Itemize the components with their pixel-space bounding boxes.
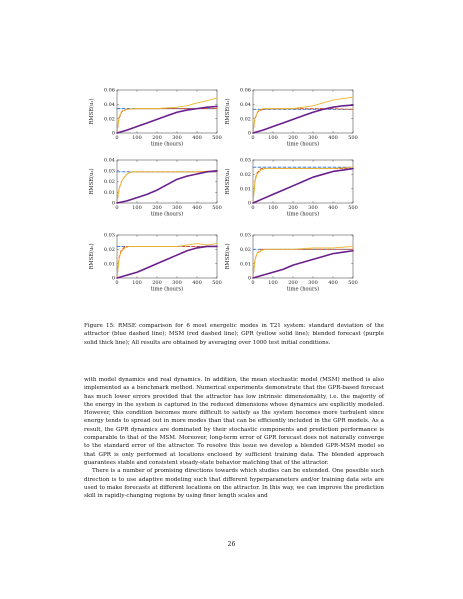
paragraph-1: with model dynamics and real dynamics. In addition, the mean stochastic model (MSM) method is also implemented as a benchmark method. Numerical experiments demonstrate that the GPR-based forecast has much lower errors provided that the attractor has low intrinsic dimensionality, i.e. the majority of the energy in the system is captured in the reduced dimensions whose dynamics are explicitly modeled. However, this condition becomes more difficult to satisfy as the system becomes more turbulent since energy tends to spread out in more modes than that can be efficiently included in the GPR models. As a result, the GPR dynamics are dominated by their stochastic components and prediction performance is comparable to that of the MSM. Moreover, long-term error of GPR forecast does not naturally converge to the standard error of the attractor. To resolve this issue we develop a blended GPR-MSM model so that GPR is only performed at locations enclosed by sufficient training data. The blended approach guarantees stable and consistent steady-state behavior matching that of the attractor. (84, 377, 384, 466)
y-tick-label: 0.02 (103, 179, 115, 186)
plot-area (224, 88, 358, 148)
y-tick-label: 0.01 (103, 261, 115, 268)
rmse-plot-4 (219, 154, 363, 227)
y-axis-label: RMSE(u₆) (225, 243, 231, 270)
y-tick-label: 0.02 (239, 172, 251, 179)
blended-line (253, 251, 353, 278)
msm-line (117, 172, 217, 203)
rmse-panel-2 (219, 84, 363, 157)
y-tick-label: 0.04 (103, 102, 115, 109)
blended-line (253, 169, 353, 203)
x-axis-label: time (hours) (150, 141, 184, 148)
rmse-panel-3 (83, 154, 227, 227)
x-tick-label: 300 (308, 135, 318, 142)
x-tick-label: 100 (132, 135, 142, 142)
y-tick-label: 0.03 (103, 232, 115, 239)
x-tick-label: 200 (152, 205, 162, 212)
y-tick-label: 0 (111, 200, 115, 207)
y-tick-label: 0.01 (103, 189, 115, 196)
x-axis-label: time (hours) (150, 286, 184, 293)
blended-line (117, 106, 217, 133)
msm-line (253, 169, 353, 203)
x-tick-label: 500 (348, 280, 358, 287)
axes-frame (117, 90, 217, 133)
blended-line (117, 246, 217, 278)
gpr-line (117, 171, 217, 203)
x-tick-label: 200 (152, 280, 162, 287)
x-tick-label: 0 (251, 135, 255, 142)
gpr-line (253, 167, 353, 203)
body-text (84, 376, 384, 500)
y-tick-label: 0.02 (103, 116, 115, 123)
x-tick-label: 400 (328, 205, 338, 212)
y-tick-label: 0.02 (239, 116, 251, 123)
y-tick-label: 0.04 (103, 157, 115, 164)
plot-area (88, 88, 222, 148)
x-tick-label: 0 (115, 280, 119, 287)
y-tick-label: 0 (247, 275, 251, 282)
x-tick-label: 0 (115, 135, 119, 142)
y-tick-label: 0 (111, 275, 115, 282)
plot-area (88, 233, 222, 293)
y-tick-label: 0.06 (103, 87, 115, 94)
x-tick-label: 200 (288, 205, 298, 212)
y-tick-label: 0.01 (239, 186, 251, 193)
x-tick-label: 500 (212, 205, 222, 212)
msm-line (117, 109, 217, 133)
y-tick-label: 0.01 (239, 261, 251, 268)
x-tick-label: 500 (348, 205, 358, 212)
x-tick-label: 400 (192, 280, 202, 287)
x-tick-label: 100 (132, 280, 142, 287)
page-number: 26 (227, 541, 236, 548)
y-axis-label: RMSE(u₄) (225, 168, 231, 195)
x-tick-label: 200 (288, 135, 298, 142)
axes-frame (117, 235, 217, 278)
x-tick-label: 100 (268, 205, 278, 212)
gpr-line (117, 244, 217, 278)
rmse-plot-3 (83, 154, 227, 227)
y-tick-label: 0 (111, 130, 115, 137)
x-tick-label: 500 (212, 280, 222, 287)
x-tick-label: 400 (328, 135, 338, 142)
x-tick-label: 300 (308, 205, 318, 212)
x-axis-label: time (hours) (286, 141, 320, 148)
x-tick-label: 0 (251, 280, 255, 287)
y-axis-label: RMSE(u₅) (89, 243, 95, 270)
y-tick-label: 0.03 (239, 157, 251, 164)
x-tick-label: 200 (152, 135, 162, 142)
x-tick-label: 400 (328, 280, 338, 287)
plot-area (88, 158, 222, 218)
y-axis-label: RMSE(u₁) (89, 98, 95, 125)
rmse-panel-6 (219, 229, 363, 302)
msm-line (253, 109, 353, 133)
x-tick-label: 300 (172, 205, 182, 212)
x-axis-label: time (hours) (150, 211, 184, 218)
rmse-plot-6 (219, 229, 363, 302)
x-tick-label: 0 (115, 205, 119, 212)
x-tick-label: 100 (268, 135, 278, 142)
x-tick-label: 300 (172, 280, 182, 287)
x-tick-label: 500 (348, 135, 358, 142)
y-tick-label: 0.02 (239, 247, 251, 254)
x-tick-label: 100 (132, 205, 142, 212)
y-tick-label: 0.04 (239, 102, 251, 109)
y-axis-label: RMSE(u₂) (225, 98, 231, 125)
y-tick-label: 0 (247, 130, 251, 137)
y-axis-label: RMSE(u₃) (89, 168, 95, 195)
y-tick-label: 0.02 (103, 247, 115, 254)
figure-caption: Figure 15: RMSE comparison for 6 most energetic modes in T21 system: standard deviation of the attractor (blue dashed line); MSM (red dashed line); GPR (yellow solid line); blended forecast (purple solid thick line); All results are obtained by averaging over 1000 test initial conditions. (84, 323, 384, 346)
x-tick-label: 0 (251, 205, 255, 212)
axes-frame (253, 90, 353, 133)
x-tick-label: 100 (268, 280, 278, 287)
y-tick-label: 0.06 (239, 87, 251, 94)
x-axis-label: time (hours) (286, 286, 320, 293)
x-tick-label: 400 (192, 205, 202, 212)
rmse-panel-1 (83, 84, 227, 157)
y-tick-label: 0 (247, 200, 251, 207)
y-tick-label: 0.03 (239, 232, 251, 239)
rmse-panel-4 (219, 154, 363, 227)
rmse-plot-1 (83, 84, 227, 157)
plot-area (224, 233, 358, 293)
paragraph-2: There is a number of promising directions towards which studies can be extended. One possible such direction is to use adaptive modeling such that different hyperparameters and/or training data sets are used to make forecasts at different locations on the attractor. In this way, we can improve the prediction skill in rapidly-changing regions by using finer length scales and (84, 468, 384, 500)
rmse-plot-5 (83, 229, 227, 302)
x-tick-label: 500 (212, 135, 222, 142)
x-tick-label: 200 (288, 280, 298, 287)
plot-area (224, 158, 358, 218)
rmse-plot-2 (219, 84, 363, 157)
y-tick-label: 0.03 (103, 168, 115, 175)
x-tick-label: 300 (308, 280, 318, 287)
x-tick-label: 400 (192, 135, 202, 142)
x-axis-label: time (hours) (286, 211, 320, 218)
x-tick-label: 300 (172, 135, 182, 142)
blended-line (117, 171, 217, 203)
axes-frame (117, 160, 217, 203)
rmse-panel-5 (83, 229, 227, 302)
axes-frame (253, 235, 353, 278)
